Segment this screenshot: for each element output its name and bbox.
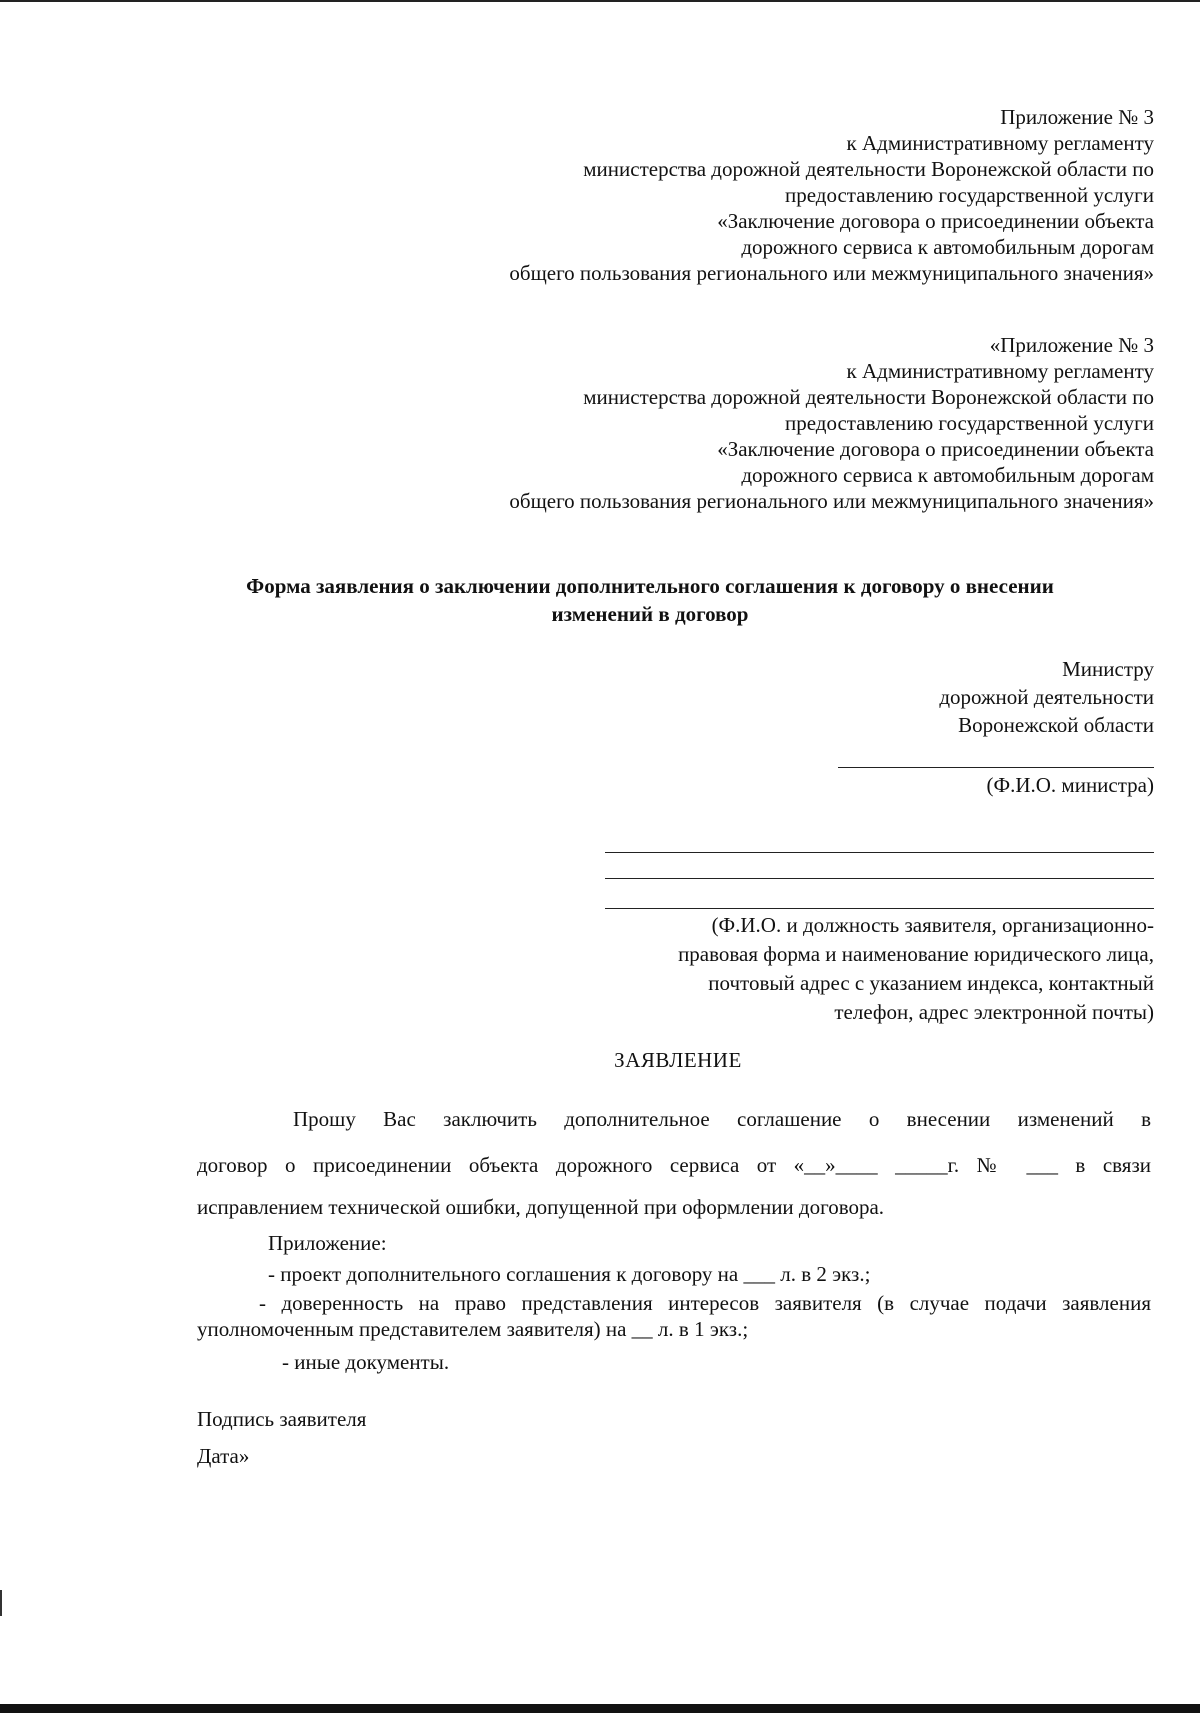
appendix-line: министерства дорожной деятельности Воронежской области по <box>583 157 1154 181</box>
request-paragraph-line: Прошу Вас заключить дополнительное соглашение о внесении изменений в <box>293 1107 1151 1131</box>
applicant-caption-line: правовая форма и наименование юридического лица, <box>678 942 1154 966</box>
request-paragraph-line: исправлением технической ошибки, допущенной при оформлении договора. <box>197 1195 885 1219</box>
appendix-line: к Административному регламенту <box>846 359 1154 383</box>
applicant-blank-line <box>605 908 1154 909</box>
addressee-block <box>939 655 1154 739</box>
applicant-caption <box>678 911 1154 1027</box>
applicant-caption-line: почтовый адрес с указанием индекса, контактный <box>708 971 1154 995</box>
appendix-line: предоставлению государственной услуги <box>785 183 1154 207</box>
appendix-line: дорожного сервиса к автомобильным дорогам <box>741 235 1154 259</box>
applicant-blank-line <box>605 878 1154 879</box>
addressee-line: Министру <box>1062 657 1154 681</box>
attachments-title: Приложение: <box>268 1231 387 1255</box>
minister-name-caption: (Ф.И.О. министра) <box>986 773 1154 797</box>
appendix-line: общего пользования регионального или межмуниципального значения» <box>509 489 1154 513</box>
applicant-caption-line: (Ф.И.О. и должность заявителя, организационно- <box>711 913 1154 937</box>
signature-label: Подпись заявителя <box>197 1407 367 1431</box>
appendix-line: общего пользования регионального или межмуниципального значения» <box>509 261 1154 285</box>
addressee-line: Воронежской области <box>958 713 1154 737</box>
appendix-header-new <box>509 332 1154 514</box>
applicant-blank-line <box>605 852 1154 853</box>
scan-edge-left <box>0 1590 2 1616</box>
attachment-item: - иные документы. <box>282 1350 450 1374</box>
request-paragraph-line: договор о присоединении объекта дорожного сервиса от «__»____ _____г. № ___ в связи <box>197 1153 1151 1177</box>
date-label: Дата» <box>197 1444 250 1468</box>
document-heading: ЗАЯВЛЕНИЕ <box>614 1048 742 1072</box>
attachment-item: - доверенность на право представления интересов заявителя (в случае подачи заявления уполномоченным представителем заявителя) на __ л. в 1 экз.; <box>197 1291 1151 1341</box>
appendix-header-original <box>509 104 1154 286</box>
form-title-line: Форма заявления о заключении дополнительного соглашения к договору о внесении <box>246 574 1054 598</box>
appendix-line: «Заключение договора о присоединении объекта <box>717 209 1154 233</box>
appendix-line: «Заключение договора о присоединении объекта <box>717 437 1154 461</box>
appendix-line: Приложение № 3 <box>1000 105 1154 129</box>
appendix-line: «Приложение № 3 <box>989 333 1154 357</box>
appendix-line: к Административному регламенту <box>846 131 1154 155</box>
appendix-line: предоставлению государственной услуги <box>785 411 1154 435</box>
minister-name-blank-line <box>838 767 1154 768</box>
scan-edge-bottom <box>0 1704 1200 1713</box>
addressee-line: дорожной деятельности <box>939 685 1154 709</box>
appendix-line: министерства дорожной деятельности Воронежской области по <box>583 385 1154 409</box>
form-title <box>150 572 1150 628</box>
appendix-line: дорожного сервиса к автомобильным дорогам <box>741 463 1154 487</box>
applicant-caption-line: телефон, адрес электронной почты) <box>834 1000 1154 1024</box>
scan-edge-top <box>0 0 1200 2</box>
form-title-line: изменений в договор <box>551 602 749 626</box>
attachment-item: - проект дополнительного соглашения к договору на ___ л. в 2 экз.; <box>268 1262 871 1286</box>
